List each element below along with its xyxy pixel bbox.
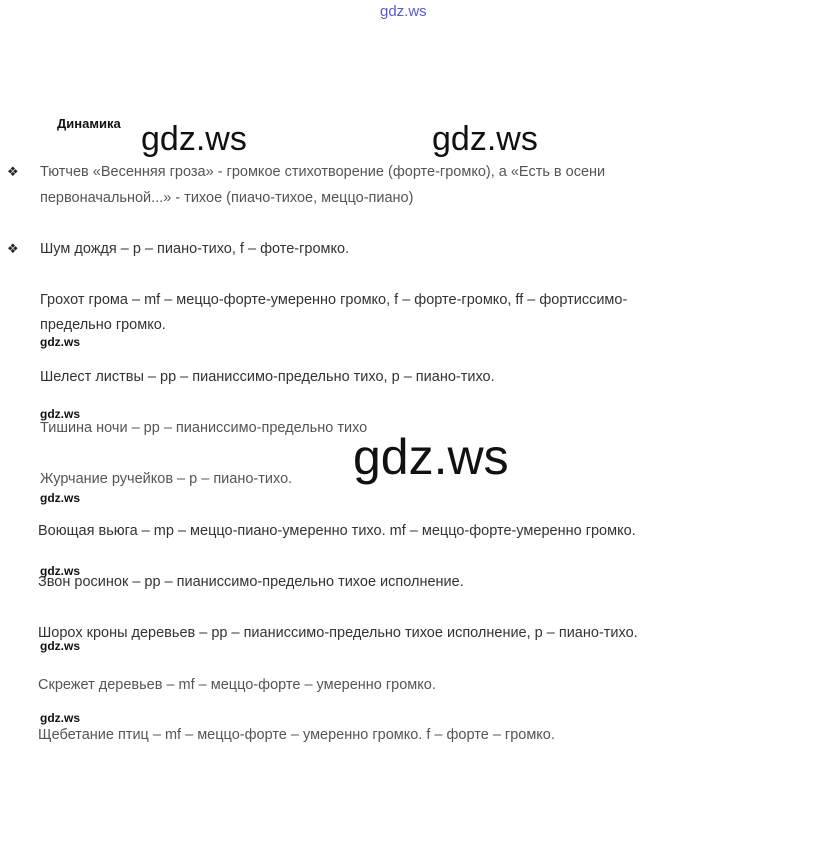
paragraph-line: Воющая вьюга – mp – меццо-пиано-умеренно тихо. mf – меццо-форте-умеренно громко.	[38, 523, 636, 539]
paragraph-line: Тютчев «Весенняя гроза» - громкое стихотворение (форте-громко), а «Есть в осени	[40, 164, 606, 180]
watermark: gdz.ws	[353, 429, 509, 485]
watermark: gdz.ws	[432, 120, 538, 158]
paragraph-line: Шелест листвы – pp – пианиссимо-предельно тихо, p – пиано-тихо.	[40, 369, 495, 385]
paragraph-line: первоначальной...» - тихое (пиачо-тихое, меццо-пиано)	[40, 190, 414, 206]
bullet-icon: ❖	[7, 241, 19, 256]
watermark: gdz.ws	[40, 564, 81, 578]
watermark: gdz.ws	[40, 639, 81, 653]
paragraph-line: Журчание ручейков – p – пиано-тихо.	[40, 471, 293, 487]
paragraph-line: Шорох кроны деревьев – pp – пианиссимо-предельно тихое исполнение, p – пиано-тихо.	[38, 625, 638, 641]
paragraph-line: Грохот грома – mf – меццо-форте-умеренно громко, f – форте-громко, ff – фортиссимо-	[40, 292, 628, 308]
paragraph-line: Щебетание птиц – mf – меццо-форте – умеренно громко. f – форте – громко.	[38, 727, 555, 743]
page-title: Динамика	[57, 116, 121, 131]
site-link[interactable]: gdz.ws	[380, 3, 427, 20]
paragraph-line: Звон росинок – pp – пианиссимо-предельно тихое исполнение.	[38, 574, 464, 590]
watermark: gdz.ws	[40, 407, 81, 421]
watermark: gdz.ws	[40, 711, 81, 725]
bullet-icon: ❖	[7, 164, 19, 179]
paragraph-line: Тишина ночи – pp – пианиссимо-предельно тихо	[40, 420, 368, 436]
watermark: gdz.ws	[141, 120, 247, 158]
paragraph-line: Скрежет деревьев – mf – меццо-форте – умеренно громко.	[38, 677, 436, 693]
watermark: gdz.ws	[40, 491, 81, 505]
paragraph-line: предельно громко.	[40, 317, 166, 333]
paragraph-line: Шум дождя – p – пиано-тихо, f – фоте-громко.	[40, 241, 350, 257]
watermark: gdz.ws	[40, 335, 81, 349]
